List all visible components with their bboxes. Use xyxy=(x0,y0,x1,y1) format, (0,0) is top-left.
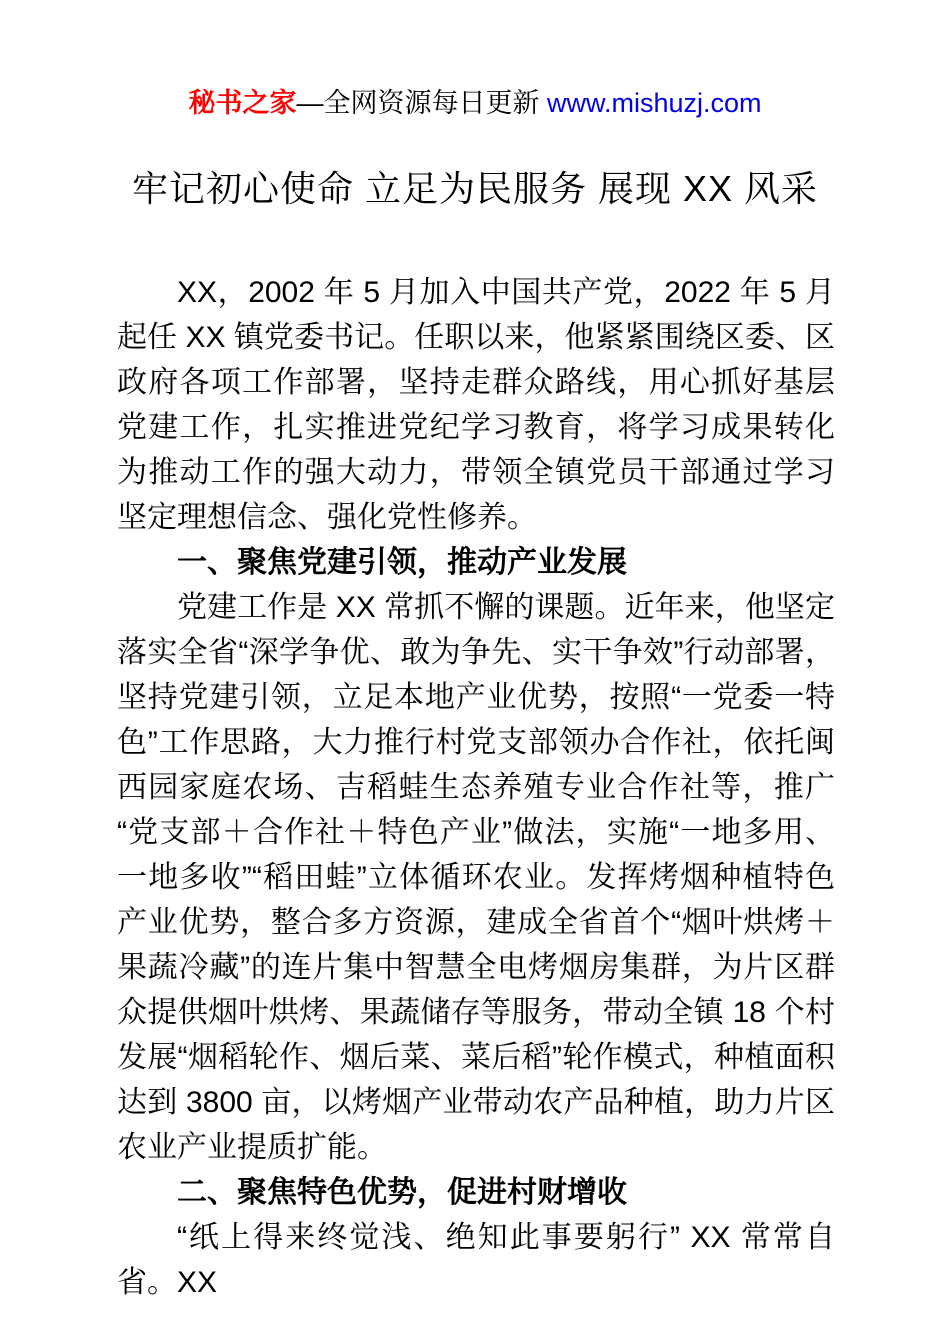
document-title: 牢记初心使命 立足为民服务 展现 XX 风采 xyxy=(131,168,819,209)
site-url-link[interactable]: www.mishuzj.com xyxy=(546,88,762,118)
document-body xyxy=(117,270,835,1305)
paragraph-intro: XX，2002 年 5 月加入中国共产党，2022 年 5 月起任 XX 镇党委书记。任职以来，他紧紧围绕区委、区政府各项工作部署，坚持走群众路线，用心抓好基层党建工作，扎实推进党纪学习教育，将学习成果转化为推动工作的强大动力，带领全镇党员干部通过学习坚定理想信念、强化党性修养。 xyxy=(117,276,835,534)
paragraph-section-2: “纸上得来终觉浅、绝知此事要躬行” XX 常常自省。XX xyxy=(117,1221,835,1299)
site-header xyxy=(0,0,950,120)
site-brand: 秘书之家 xyxy=(188,88,297,118)
section-heading-2: 二、聚焦特色优势，促进村财增收 xyxy=(177,1176,627,1209)
section-heading-1: 一、聚焦党建引领，推动产业发展 xyxy=(177,546,627,579)
paragraph-section-1: 党建工作是 XX 常抓不懈的课题。近年来，他坚定落实全省“深学争优、敢为争先、实干争效”行动部署，坚持党建引领，立足本地产业优势，按照“一党委一特色”工作思路，大力推行村党支部领办合作社，依托闽西园家庭农场、吉稻蛙生态养殖专业合作社等，推广“党支部＋合作社＋特色产业”做法，实施“一地多用、一地多收”“稻田蛙”立体循环农业。发挥烤烟种植特色产业优势，整合多方资源，建成全省首个“烟叶烘烤＋果蔬冷藏”的连片集中智慧全电烤烟房集群，为片区群众提供烟叶烘烤、果蔬储存等服务，带动全镇 18 个村发展“烟稻轮作、烟后菜、菜后稻”轮作模式，种植面积达到 3800 亩，以烤烟产业带动农产品种植，助力片区农业产业提质扩能。 xyxy=(117,591,835,1164)
site-tagline: —全网资源每日更新 xyxy=(296,88,547,118)
